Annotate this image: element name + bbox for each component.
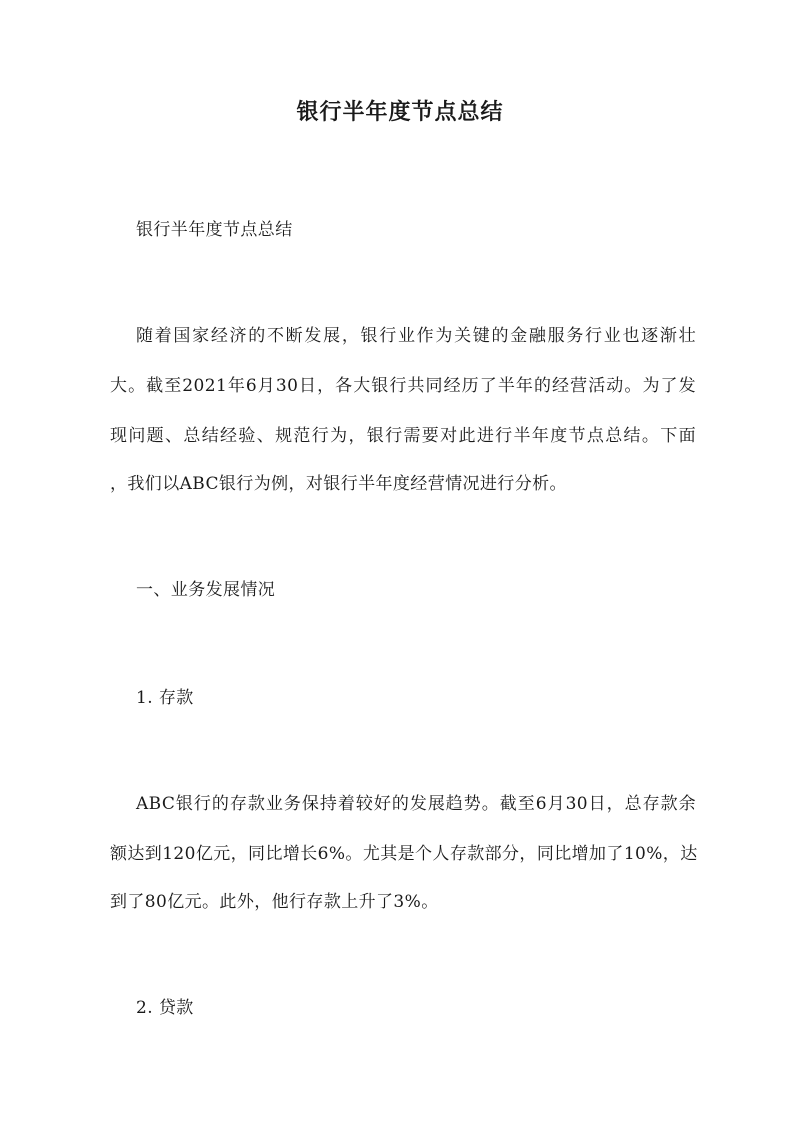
section-heading-business-development: 一、业务发展情况 xyxy=(136,580,276,600)
deposit-line-3: 到了80亿元。此外，他行存款上升了3%。 xyxy=(110,892,439,912)
intro-line-1: 随着国家经济的不断发展，银行业作为关键的金融服务行业也逐渐壮 xyxy=(136,326,696,346)
deposit-line-2: 额达到120亿元，同比增长6%。尤其是个人存款部分，同比增加了10%，达 xyxy=(110,844,698,864)
document-title: 银行半年度节点总结 xyxy=(296,99,504,125)
intro-line-2: 大。截至2021年6月30日，各大银行共同经历了半年的经营活动。为了发 xyxy=(110,376,696,396)
intro-line-3: 现问题、总结经验、规范行为，银行需要对此进行半年度节点总结。下面 xyxy=(110,426,696,446)
intro-line-4: ，我们以ABC银行为例，对银行半年度经营情况进行分析。 xyxy=(110,474,567,494)
document-subtitle: 银行半年度节点总结 xyxy=(136,220,293,240)
deposit-line-1: ABC银行的存款业务保持着较好的发展趋势。截至6月30日，总存款余 xyxy=(136,794,696,814)
subsection-heading-deposits: 1. 存款 xyxy=(136,688,194,708)
subsection-heading-loans: 2. 贷款 xyxy=(136,998,194,1018)
